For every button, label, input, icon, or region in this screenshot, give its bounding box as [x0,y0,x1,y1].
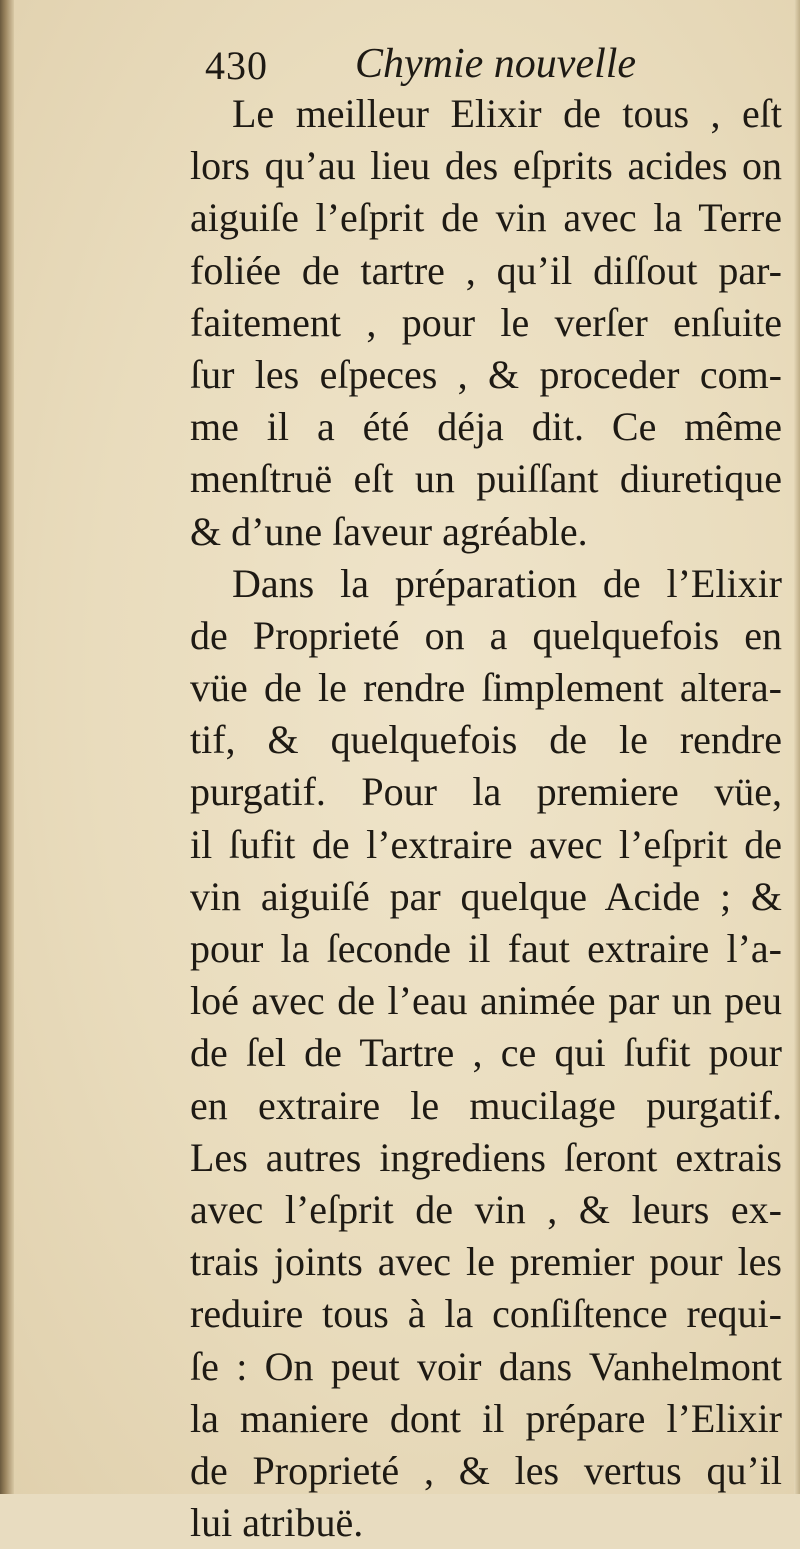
text-line: trais joints avec le premier pour les [190,1239,782,1285]
text-line: me il a été déja dit. Ce même [190,404,782,450]
text-line: de Proprieté on a quelquefois en [190,612,782,658]
text-line: ſe : On peut voir dans Vanhelmont [190,1343,782,1389]
body-text [190,88,782,1549]
text-line: de ſel de Tartre , ce qui ſufit pour [190,1030,782,1076]
page-number: 430 [205,43,268,88]
text-line: aiguiſe l’eſprit de vin avec la Terre [190,195,782,241]
text-line: ſur les eſpeces , & proceder com- [190,351,782,397]
text-line: lui atribuë. [190,1500,364,1546]
text-line: menſtruë eſt un puiſſant diuretique [190,456,782,502]
text-line: pour la ſeconde il faut extraire l’a- [190,926,782,971]
text-line: & d’une ſaveur agréable. [190,508,588,554]
text-line: vin aiguiſé par quelque Acide ; & [190,873,782,919]
text-line: faitement , pour le verſer enſuite [190,299,782,345]
text-line: Dans la préparation de l’Elixir [232,560,782,606]
text-line: foliée de tartre , qu’il diſſout par- [190,247,782,293]
text-line: en extraire le mucilage purgatif. [190,1082,782,1128]
text-line: de Proprieté , & les vertus qu’il [190,1447,782,1493]
text-line: il ſufit de l’extraire avec l’eſprit de [190,821,782,867]
text-line: Le meilleur Elixir de tous , eſt [232,91,782,136]
text-line: avec l’eſprit de vin , & leurs ex- [190,1186,782,1232]
page-header [205,42,765,92]
binding-edge [0,0,14,1494]
text-line: Les autres ingrediens ſeront extrais [190,1134,782,1180]
text-line: lors qu’au lieu des eſprits acides on [190,143,782,189]
running-head: Chymie nouvelle [355,41,637,87]
text-line: purgatif. Pour la premiere vüe, [190,769,782,815]
text-line: reduire tous à la conſiſtence requi- [190,1291,782,1337]
text-line: loé avec de l’eau animée par un peu [190,978,782,1024]
text-line: la maniere dont il prépare l’Elixir [190,1395,782,1441]
text-line: vüe de le rendre ſimplement altera- [190,665,782,711]
page-edge [794,0,800,1494]
text-line: tif, & quelquefois de le rendre [190,717,782,763]
